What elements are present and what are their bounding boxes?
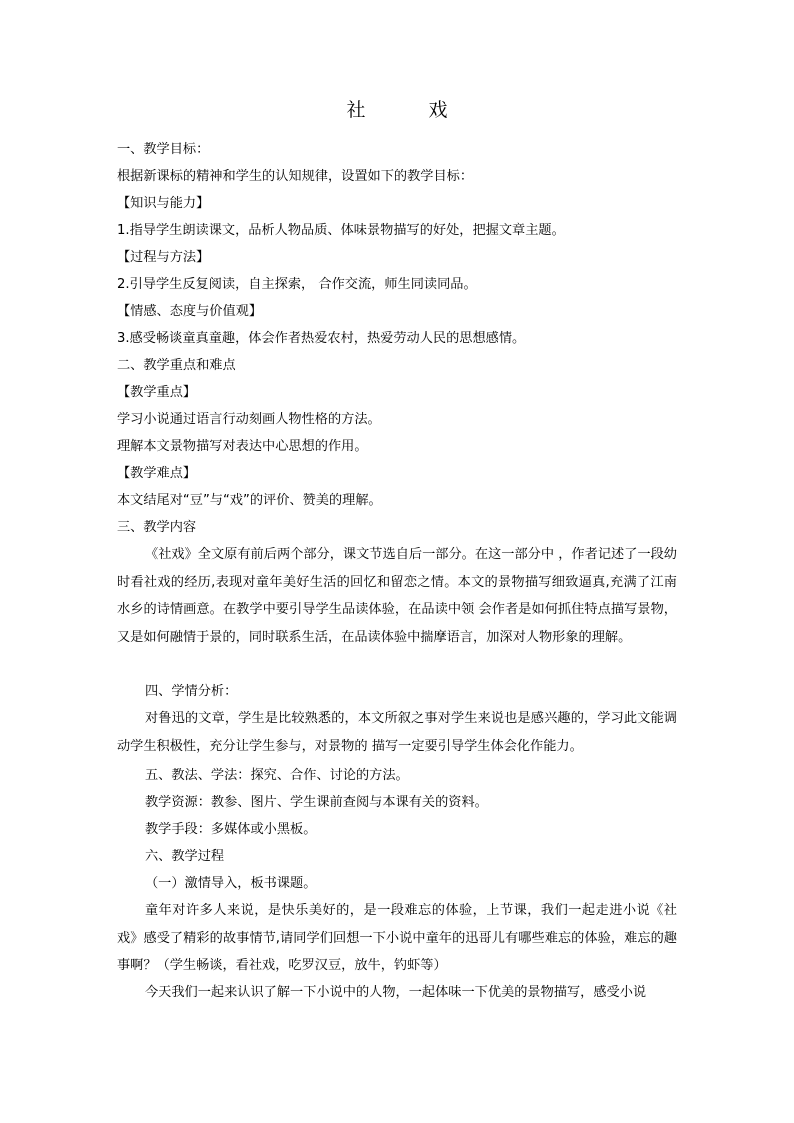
- intro-paragraph-1: 童年对许多人来说，是快乐美好的，是一段难忘的体验，上节课，我们一起走进小说《社戏》感受了精彩的故事情节,请同学们回想一下小说中童年的迅哥儿有哪些难忘的体验，难忘的趣事啊？（学生畅谈，看社戏，吃罗汉豆，放牛，钓虾等）: [117, 903, 677, 973]
- goal-item-3: 3.感受畅谈童真童趣，体会作者热爱农村，热爱劳动人民的思想感情。: [117, 331, 526, 346]
- subheading-difficulty: 【教学难点】: [117, 466, 197, 481]
- goal-item-1: 1.指导学生朗读课文，品析人物品质、体味景物描写的好处，把握文章主题。: [117, 223, 565, 238]
- subheading-emotion: 【情感、态度与价值观】: [117, 304, 263, 319]
- section-heading-process: 六、教学过程: [145, 849, 225, 864]
- section-heading-analysis: 四、学情分析：: [145, 684, 238, 699]
- resources-line: 教学资源：教参、图片、学生课前查阅与本课有关的资料。: [145, 795, 488, 810]
- subheading-process: 【过程与方法】: [117, 250, 210, 265]
- section-heading-goals: 一、教学目标：: [117, 142, 210, 157]
- section-heading-key-points: 二、教学重点和难点: [117, 358, 236, 373]
- section-heading-content: 三、教学内容: [117, 520, 197, 535]
- subheading-knowledge: 【知识与能力】: [117, 196, 210, 211]
- document-title: 社 戏: [346, 99, 470, 121]
- difficulty-item: 本文结尾对“豆”与“戏”的评价、赞美的理解。: [117, 493, 382, 508]
- analysis-paragraph: 对鲁迅的文章，学生是比较熟悉的，本文所叙之事对学生来说也是感兴趣的，学习此文能调动学生积极性，充分让学生参与，对景物的 描写一定要引导学生体会化作能力。: [117, 711, 677, 754]
- goal-item-2: 2.引导学生反复阅读，自主探索， 合作交流，师生同读同品。: [117, 277, 477, 292]
- key-point-1: 学习小说通过语言行动刻画人物性格的方法。: [117, 412, 381, 427]
- means-line: 教学手段：多媒体或小黑板。: [145, 822, 317, 837]
- goals-intro: 根据新课标的精神和学生的认知规律，设置如下的教学目标：: [117, 169, 474, 184]
- document-body: [117, 136, 677, 1021]
- step-1-heading: （一）激情导入，板书课题。: [145, 876, 317, 891]
- key-point-2: 理解本文景物描写对表达中心思想的作用。: [117, 439, 368, 454]
- section-heading-methods: 五、教法、学法：探究、合作、讨论的方法。: [145, 768, 409, 783]
- content-paragraph: 《社戏》全文原有前后两个部分，课文节选自后一部分。在这一部分中 ，作者记述了一段幼时看社戏的经历,表现对童年美好生活的回忆和留恋之情。本文的景物描写细致逼真,充满了江南水乡的诗情画意。在教学中要引导学生品读体验，在品读中领 会作者是如何抓住特点描写景物，又是如何融情于景的，同时联系生活，在品读体验中揣摩语言，加深对人物形象的理解。: [117, 547, 677, 645]
- subheading-key-point: 【教学重点】: [117, 385, 197, 400]
- intro-paragraph-2: 今天我们一起来认识了解一下小说中的人物，一起体味一下优美的景物描写，感受小说: [145, 985, 647, 1000]
